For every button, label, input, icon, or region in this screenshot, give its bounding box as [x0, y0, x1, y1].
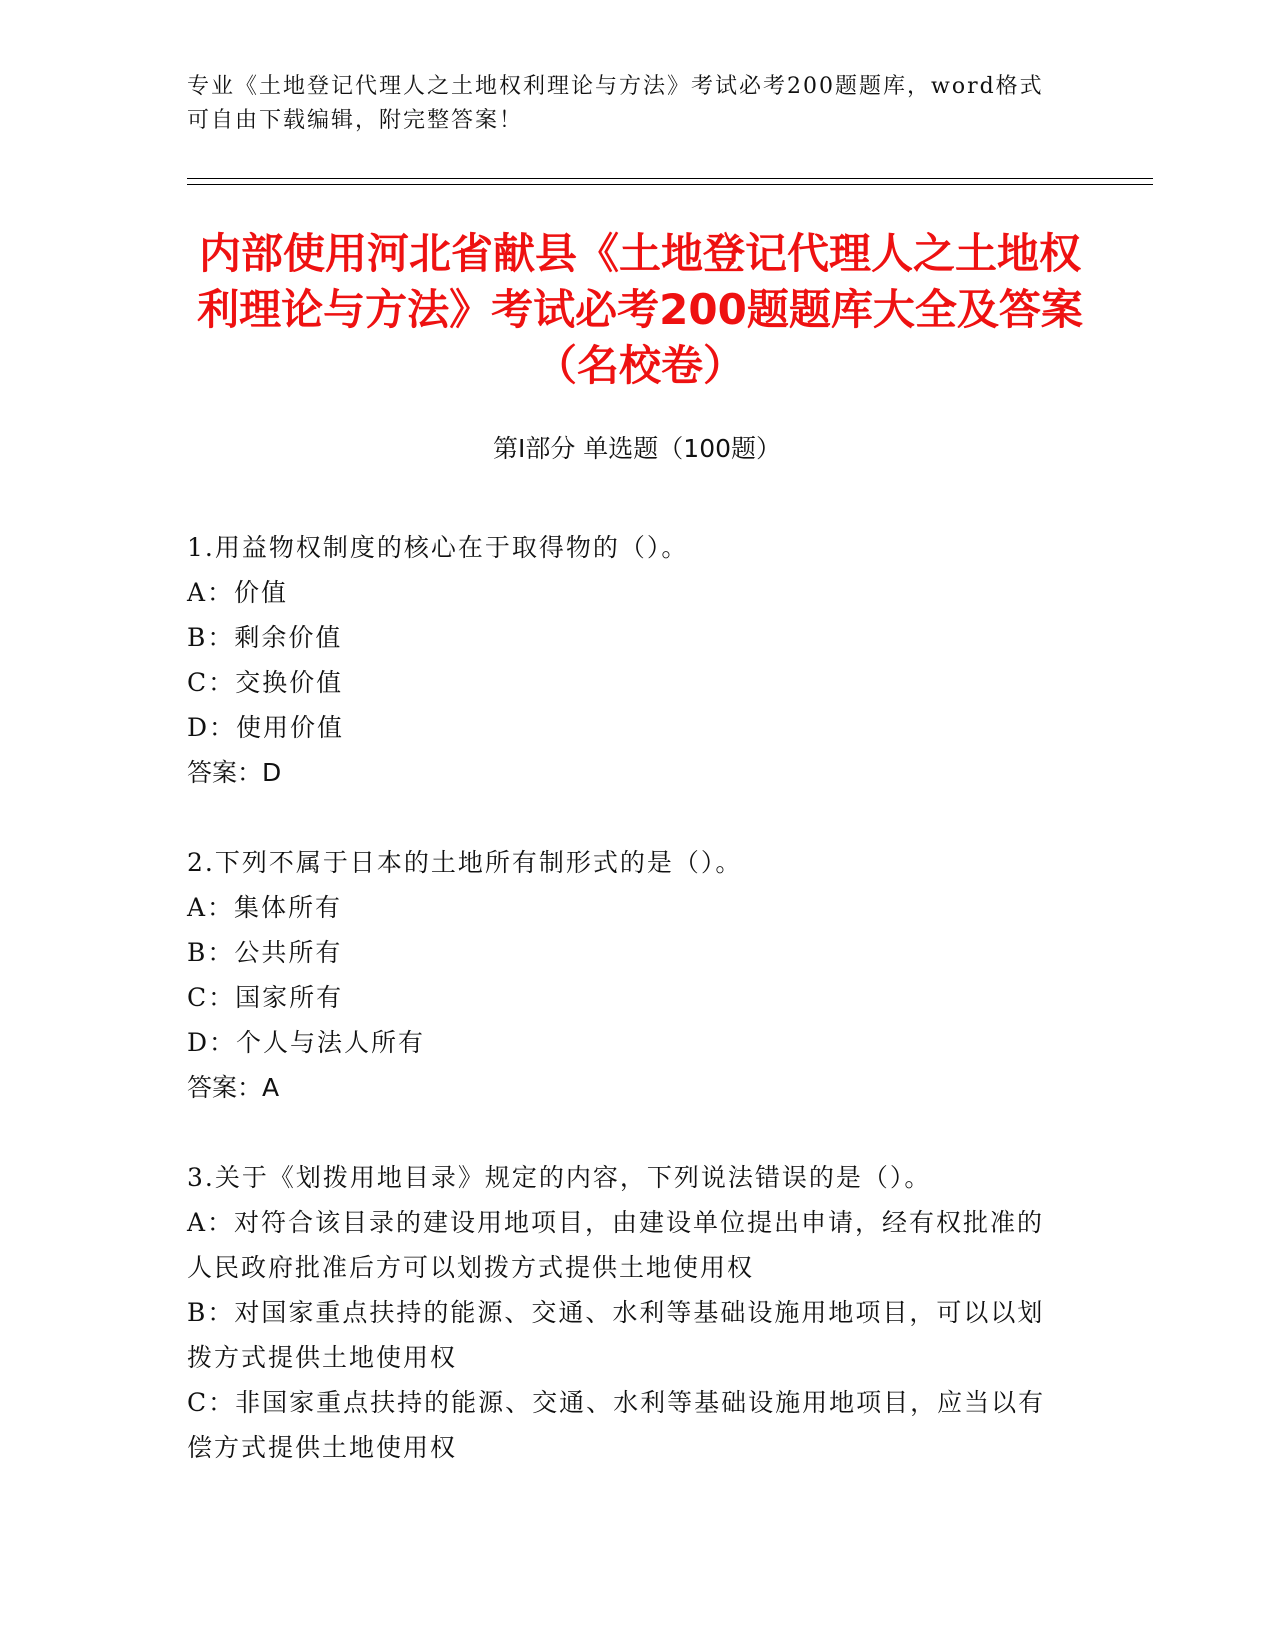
- option-d: D：使用价值: [187, 713, 345, 742]
- option-a: A：价值: [187, 578, 289, 607]
- answer: 答案：A: [187, 1073, 280, 1102]
- section-title: 第Ⅰ部分 单选题（100题）: [492, 434, 782, 463]
- question-3: [187, 1155, 1067, 1470]
- header-rule-bottom: [187, 184, 1153, 185]
- question-list: [187, 525, 1067, 1515]
- question-stem: 1.用益物权制度的核心在于取得物的（）。: [187, 533, 689, 562]
- option-c: C：交换价值: [187, 668, 344, 697]
- header-note: 专业《土地登记代理人之土地权利理论与方法》考试必考200题题库，word格式可自由下载编辑，附完整答案！: [187, 74, 1044, 133]
- option-d: D：个人与法人所有: [187, 1028, 426, 1057]
- option-a: A：对符合该目录的建设用地项目，由建设单位提出申请，经有权批准的人民政府批准后方可以划拨方式提供土地使用权: [187, 1208, 1045, 1282]
- option-b: B：剩余价值: [187, 623, 343, 652]
- option-a: A：集体所有: [187, 893, 343, 922]
- option-b: B：公共所有: [187, 938, 343, 967]
- question-stem: 2.下列不属于日本的土地所有制形式的是（）。: [187, 848, 743, 877]
- question-1: [187, 525, 1067, 795]
- option-c: C：非国家重点扶持的能源、交通、水利等基础设施用地项目，应当以有偿方式提供土地使用权: [187, 1388, 1046, 1462]
- document-title: 内部使用河北省献县《土地登记代理人之土地权利理论与方法》考试必考200题题库大全及答案（名校卷）: [197, 229, 1083, 390]
- option-c: C：国家所有: [187, 983, 344, 1012]
- answer: 答案：D: [187, 758, 282, 787]
- header-rule-top: [187, 178, 1153, 179]
- question-2: [187, 840, 1067, 1110]
- question-stem: 3.关于《划拨用地目录》规定的内容，下列说法错误的是（）。: [187, 1163, 932, 1192]
- option-b: B：对国家重点扶持的能源、交通、水利等基础设施用地项目，可以以划拨方式提供土地使用权: [187, 1298, 1045, 1372]
